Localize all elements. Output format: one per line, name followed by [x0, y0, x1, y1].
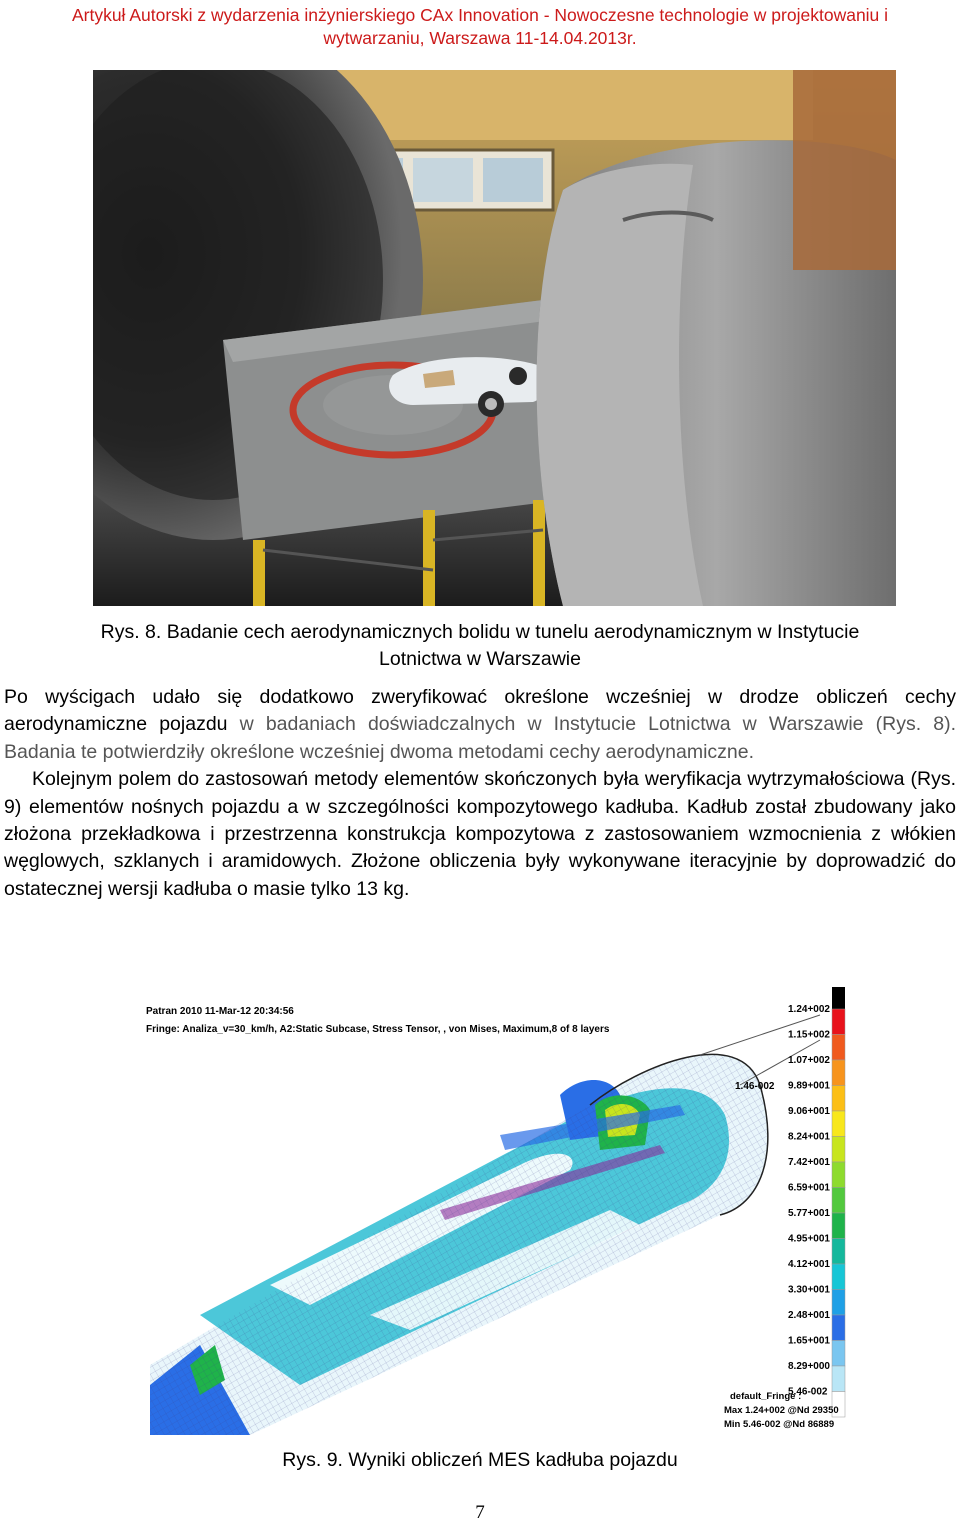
fem-title-line-1: Patran 2010 11-Mar-12 20:34:56 — [146, 1006, 294, 1017]
wind-tunnel-photo — [93, 70, 896, 606]
legend-value: 4.95+001 — [788, 1233, 830, 1245]
legend-value: 3.30+001 — [788, 1284, 830, 1296]
legend-swatch — [832, 1213, 845, 1239]
legend-swatch — [832, 1239, 845, 1265]
legend-swatch — [832, 1009, 845, 1035]
paragraph-1-part-a: Po wyścigach udało się dodatkowo zweryfikować określone wcześniej w drodze obliczeń cechy aerodynamiczne pojazdu — [4, 686, 956, 736]
legend-swatch — [832, 1264, 845, 1290]
legend-swatch — [832, 1111, 845, 1137]
legend-value: 1.24+002 — [788, 1004, 830, 1015]
legend-swatch — [832, 1086, 845, 1112]
legend-swatch — [832, 1162, 845, 1188]
paragraph-1 — [4, 684, 956, 766]
legend-value: 2.48+001 — [788, 1310, 830, 1321]
running-header — [0, 4, 960, 50]
fem-callout: 1.46-002 — [735, 1081, 775, 1092]
figure-8-caption-line-1: Rys. 8. Badanie cech aerodynamicznych bolidu w tunelu aerodynamicznym w Instytucie — [100, 621, 860, 643]
legend-footer-line-3: Min 5.46-002 @Nd 86889 — [724, 1419, 835, 1430]
figure-8-caption — [4, 619, 956, 673]
figure-8-caption-line-2: Lotnictwa w Warszawie — [379, 648, 581, 670]
legend-swatch — [832, 1290, 845, 1316]
header-line-1: Artykuł Autorski z wydarzenia inżynierskiego CAx Innovation - Nowoczesne technologie w projektowaniu i — [71, 5, 889, 25]
legend-swatch — [832, 1137, 845, 1163]
body-text — [4, 684, 956, 903]
fem-title-line-2: Fringe: Analiza_v=30_km/h, A2:Static Subcase, Stress Tensor, , von Mises, Maximum,8 of 8 layers — [146, 1024, 610, 1035]
legend-value: 1.65+001 — [788, 1335, 830, 1347]
fem-result-figure — [140, 985, 860, 1435]
page-number: 7 — [475, 1502, 485, 1523]
legend-value: 8.24+001 — [788, 1131, 830, 1143]
legend-swatch — [832, 1315, 845, 1341]
legend-value: 6.59+001 — [788, 1182, 830, 1194]
legend-footer-line-1: default_Fringe : — [730, 1391, 802, 1402]
header-line-2: wytwarzaniu, Warszawa 11-14.04.2013r. — [323, 28, 637, 48]
legend-swatch — [832, 1366, 845, 1392]
legend-swatch — [832, 1341, 845, 1367]
fem-contour-plot — [140, 985, 860, 1435]
legend-value: 5.46-002 — [788, 1386, 828, 1398]
wind-tunnel-illustration — [93, 70, 896, 606]
legend-swatch — [832, 1188, 845, 1214]
legend-value: 9.89+001 — [788, 1080, 830, 1092]
legend-top-swatch — [832, 987, 845, 1009]
legend-value: 4.12+001 — [788, 1259, 830, 1270]
paragraph-2: Kolejnym polem do zastosowań metody elementów skończonych była weryfikacja wytrzymałościowa (Rys. 9) elementów nośnych pojazdu a w szczególności kompozytowego kadłuba. Kadłub został zbudowany jako złożona przekładkowa i przestrzenna konstrukcja kompozytowa z zastosowaniem wzmocnienia z włókien węglowych, szklanych i aramidowych. Złożone obliczenia były wykonywane iteracyjnie by doprowadzić do ostatecznej wersji kadłuba o masie tylko 13 kg. — [4, 768, 956, 900]
paragraph-1-part-b: w badaniach doświadczalnych w Instytucie Lotnictwa w Warszawie (Rys. 8). Badania te potwierdziły określone wcześniej dwoma metodami cechy aerodynamiczne. — [4, 713, 956, 763]
legend-value: 5.77+001 — [788, 1208, 830, 1219]
legend-value: 8.29+000 — [788, 1361, 830, 1372]
legend-value: 1.15+002 — [788, 1029, 830, 1041]
legend-swatch — [832, 1060, 845, 1086]
figure-9-caption: Rys. 9. Wyniki obliczeń MES kadłuba pojazdu — [282, 1449, 678, 1471]
legend-value: 9.06+001 — [788, 1106, 830, 1117]
fem-legend — [788, 1004, 845, 1417]
legend-value: 7.42+001 — [788, 1157, 830, 1168]
legend-footer-line-2: Max 1.24+002 @Nd 29350 — [724, 1405, 839, 1416]
legend-swatch — [832, 1035, 845, 1061]
legend-value: 1.07+002 — [788, 1055, 830, 1066]
